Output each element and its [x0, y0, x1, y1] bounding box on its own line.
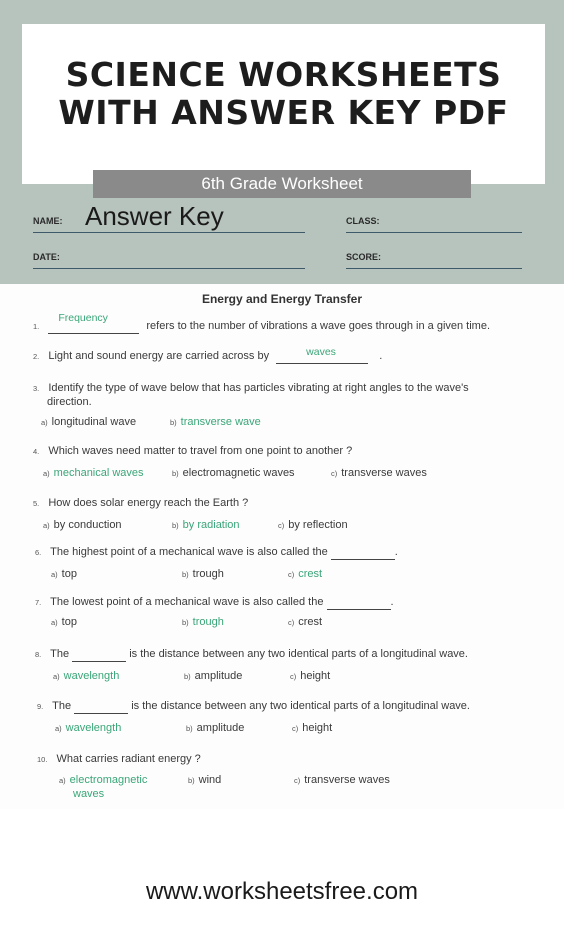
page-title — [22, 56, 545, 132]
question-tail: . — [379, 350, 383, 362]
option-a — [53, 669, 119, 684]
option-letter: a) — [43, 521, 50, 530]
option-text: trough — [192, 616, 224, 628]
option-letter: a) — [43, 469, 50, 478]
option-text: wavelength — [63, 670, 120, 682]
score-label: SCORE: — [346, 252, 382, 262]
option-letter: c) — [331, 469, 338, 478]
score-line — [346, 268, 522, 269]
date-line — [33, 268, 305, 269]
option-a — [55, 721, 121, 736]
option-text: amplitude — [194, 670, 243, 682]
option-letter: b) — [182, 618, 189, 627]
question-text: Which waves need matter to travel from one point to another ? — [48, 445, 353, 457]
question-text: is the distance between any two identical parts of a longitudinal wave. — [131, 700, 470, 712]
question-number: 8. — [35, 650, 42, 659]
option-c — [331, 466, 427, 481]
option-a — [43, 466, 144, 481]
option-text: mechanical waves — [53, 467, 144, 479]
option-text: electromagnetic — [69, 774, 148, 786]
question-number: 6. — [35, 548, 42, 557]
option-b — [170, 415, 261, 430]
question-text: The highest point of a mechanical wave is also called the — [50, 546, 328, 558]
option-letter: c) — [288, 618, 295, 627]
question-4 — [33, 444, 352, 459]
option-text: height — [300, 670, 331, 682]
class-line — [346, 232, 522, 233]
name-label: NAME: — [33, 216, 63, 226]
option-letter: c) — [290, 672, 297, 681]
question-2 — [33, 346, 383, 364]
question-number: 1. — [33, 322, 40, 331]
option-letter: a) — [55, 724, 62, 733]
question-text: Identify the type of wave below that has particles vibrating at right angles to the wave's — [48, 382, 469, 394]
option-letter: c) — [278, 521, 285, 530]
answer-text: Frequency — [58, 312, 108, 324]
question-text: refers to the number of vibrations a wave goes through in a given time. — [146, 320, 491, 332]
option-text: electromagnetic waves — [182, 467, 295, 479]
answer-blank — [74, 699, 128, 714]
question-7: 7. The lowest point of a mechanical wave is also called the . — [35, 596, 394, 608]
option-text: top — [61, 568, 77, 580]
option-text: amplitude — [196, 722, 245, 734]
title-line-1: SCIENCE WORKSHEETS — [65, 55, 502, 94]
question-number: 9. — [37, 702, 44, 711]
question-1 — [33, 312, 491, 334]
option-c — [278, 518, 348, 533]
option-text: by reflection — [288, 519, 348, 531]
answer-blank — [48, 312, 139, 334]
option-letter: c) — [294, 776, 301, 785]
option-c — [294, 773, 390, 788]
class-label: CLASS: — [346, 216, 380, 226]
option-letter: a) — [51, 618, 58, 627]
answer-blank — [276, 346, 368, 364]
question-3 — [33, 381, 469, 396]
title-card — [22, 24, 545, 184]
option-letter: a) — [41, 418, 48, 427]
option-c — [288, 567, 322, 582]
option-text: transverse waves — [304, 774, 390, 786]
option-a — [41, 415, 136, 430]
date-label: DATE: — [33, 252, 60, 262]
option-letter: a) — [59, 776, 66, 785]
option-letter: b) — [172, 469, 179, 478]
option-text: longitudinal wave — [51, 416, 137, 428]
option-text: transverse wave — [180, 416, 261, 428]
option-b — [182, 615, 224, 630]
title-line-2: WITH ANSWER KEY PDF — [58, 93, 509, 132]
option-text: by radiation — [182, 519, 240, 531]
name-value: Answer Key — [85, 201, 224, 231]
option-letter: b) — [170, 418, 177, 427]
subtitle-bar: 6th Grade Worksheet — [93, 170, 471, 198]
option-text: wavelength — [65, 722, 122, 734]
question-5 — [33, 496, 248, 511]
option-b — [182, 567, 224, 582]
question-pre: The — [52, 700, 72, 712]
option-c — [292, 721, 332, 736]
question-number: 10. — [37, 755, 48, 764]
question-text: The lowest point of a mechanical wave is also called the — [50, 596, 324, 608]
option-letter: a) — [53, 672, 60, 681]
option-b — [172, 518, 240, 533]
question-8 — [35, 647, 468, 662]
option-text: height — [302, 722, 333, 734]
question-text: Light and sound energy are carried across by — [48, 350, 270, 362]
option-letter: b) — [188, 776, 195, 785]
option-text-cont: waves — [73, 788, 105, 800]
option-letter: b) — [186, 724, 193, 733]
option-letter: b) — [172, 521, 179, 530]
answer-blank — [327, 595, 391, 610]
option-text: crest — [298, 568, 323, 580]
option-text: by conduction — [53, 519, 122, 531]
question-text: What carries radiant energy ? — [56, 753, 201, 765]
option-letter: b) — [184, 672, 191, 681]
option-letter: b) — [182, 570, 189, 579]
question-number: 4. — [33, 447, 40, 456]
question-text-cont: direction. — [47, 396, 92, 408]
question-text: How does solar energy reach the Earth ? — [48, 497, 249, 509]
answer-text: waves — [306, 346, 336, 358]
option-a — [43, 518, 122, 533]
worksheet-title: Energy and Energy Transfer — [201, 292, 363, 306]
option-c — [288, 615, 322, 630]
question-10 — [37, 752, 201, 767]
option-letter: c) — [288, 570, 295, 579]
option-a — [51, 567, 77, 582]
option-a — [51, 615, 77, 630]
question-6: 6. The highest point of a mechanical wave is also called the . — [35, 546, 398, 558]
option-text: crest — [298, 616, 323, 628]
option-text: top — [61, 616, 77, 628]
option-b — [172, 466, 295, 481]
option-b — [186, 721, 244, 736]
question-9 — [37, 699, 470, 714]
option-a — [59, 773, 147, 788]
question-text: is the distance between any two identical parts of a longitudinal wave. — [129, 648, 468, 660]
option-letter: c) — [292, 724, 299, 733]
option-text: trough — [192, 568, 224, 580]
name-line — [33, 232, 305, 233]
option-c — [290, 669, 330, 684]
question-number: 3. — [33, 384, 40, 393]
question-number: 2. — [33, 352, 40, 361]
question-number: 5. — [33, 499, 40, 508]
answer-blank — [72, 647, 126, 662]
option-b — [184, 669, 242, 684]
footer-url: www.worksheetsfree.com — [145, 878, 419, 905]
question-number: 7. — [35, 598, 42, 607]
option-text: transverse waves — [341, 467, 427, 479]
option-text: wind — [198, 774, 222, 786]
answer-blank — [331, 545, 395, 560]
option-letter: a) — [51, 570, 58, 579]
question-pre: The — [50, 648, 70, 660]
option-b — [188, 773, 221, 788]
